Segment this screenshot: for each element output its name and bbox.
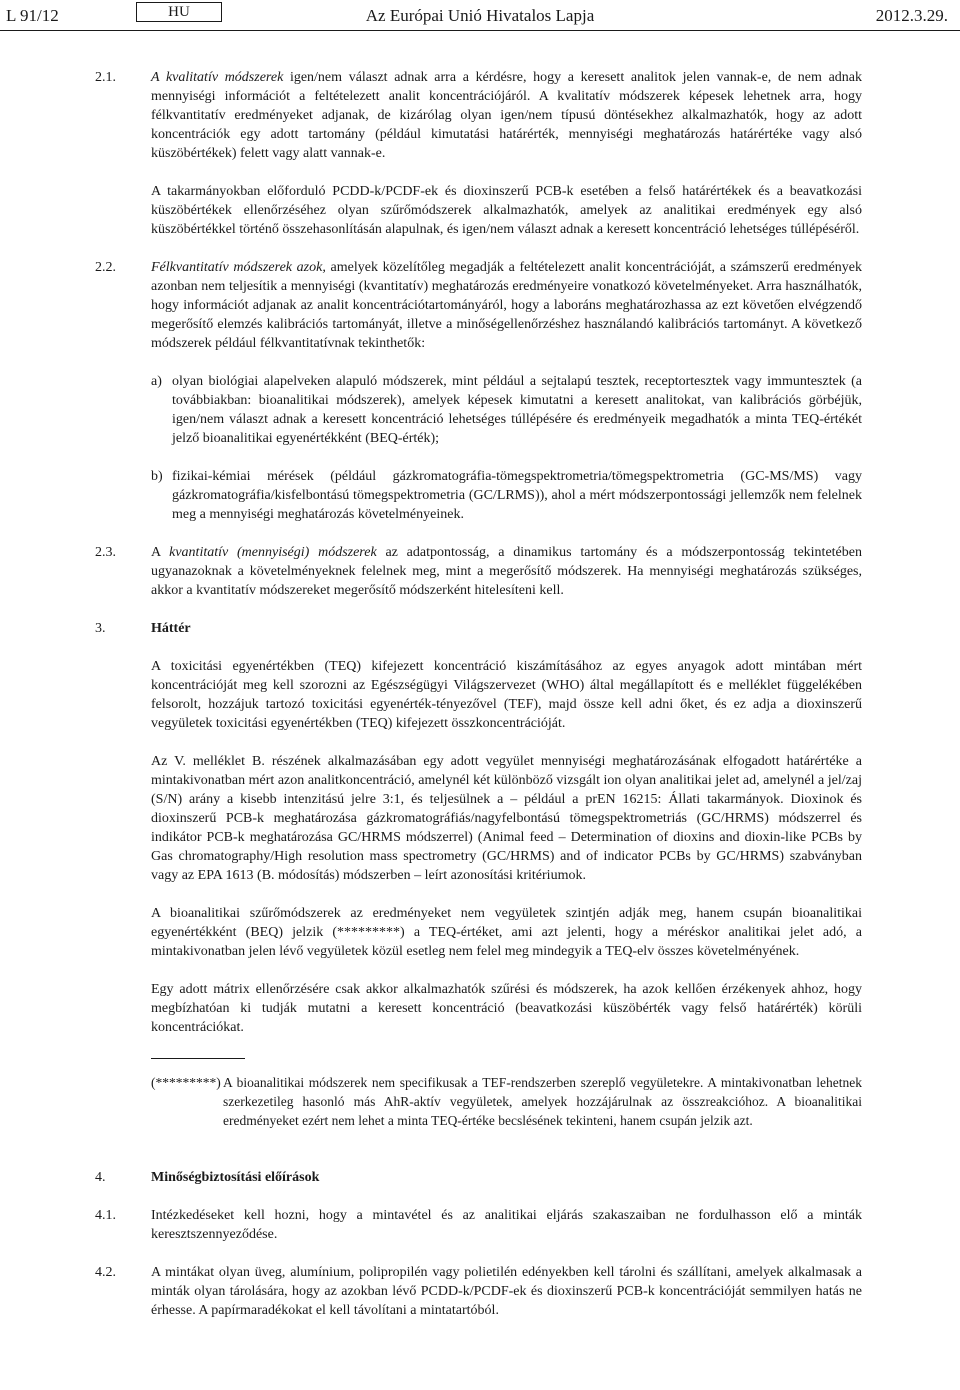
paragraph-text: amelyek közelítőleg megadják a feltételezett analit koncentrációját, a számszerű eredmények azonban nem teljesítik a mennyiségi (kvantitatív) meghatározás eredményeire vonatkozó követelményeket. Arra használhatók, hogy információt adjanak az analit koncentrációtartományáról, hogy a laboráns meghatározhassa az ezt követően elvégzendő megerősítő elemzés kalibrációs tartományát, illetve a minőségellenőrzéshez használandó kalibrációs tartományt. A következő módszerek például félkvantitatívnak tekinthetők:	[151, 260, 862, 351]
document-body	[0, 68, 960, 1320]
publication-date: 2012.3.29.	[875, 6, 948, 25]
list-item-text: olyan biológiai alapelveken alapuló módszerek, mint például a sejtalapú tesztek, receptortesztek vagy immuntesztek (a továbbiakban: bioanalitikai módszerek), amelyek képesek kimutatni a keresett analitokat, van kalibrációs görbéjük, igen/nem választ adnak a keresett koncentráció lehetséges túllépésére és eredményeik megadhatók a minta TEQ-értékét jelző bioanalitikai egyenértékként (BEQ-érték);	[172, 374, 862, 446]
list-item	[151, 467, 960, 524]
journal-title: Az Európai Unió Hivatalos Lapja	[365, 6, 595, 25]
footnote-text: A bioanalitikai módszerek nem specifikusak a TEF-rendszerben szereplő vegyületekre. A mintakivonatban lehetnek szerkezetileg hasonló más AhR-aktív vegyületek, amelyek hozzájárulnak az összreakcióhoz. A bioanalitikai eredményeket ezért nem lehet a minta TEQ-értéke becslésének tekinteni, hanem csupán jelzik azt.	[223, 1075, 862, 1128]
section-number: 4.2.	[95, 1265, 116, 1280]
paragraph: Egy adott mátrix ellenőrzésére csak akkor alkalmazhatók szűrési és módszerek, ha azok kellően érzékenyek ahhoz, hogy megbízhatóan ki tudják mutatni a keresett koncentráció (beavatkozási küszöbérték vagy felső határérték) körüli koncentrációkat.	[151, 982, 862, 1035]
paragraph-text: igen/nem választ adnak arra a kérdésre, hogy a keresett analitok jelen vannak-e, de nem adnak mennyiségi információt a feltételezett analit koncentrációjáról. A kvalitatív módszerek képesek lehetnek arra, hogy félkvantitatív eredményeket adjanak, de kizárólag olyan igen/nem típusú döntésekhez alkalmazhatók, hogy az adott koncentrációk egy adott tartomány (például kimutatási határérték, mennyiségi meghatározás határértéke vagy alsó küszöbértékek) felett vagy alatt vannak-e.	[151, 70, 862, 161]
emphasis-term: Félkvantitatív módszerek azok,	[151, 260, 326, 275]
section-2-2	[0, 258, 960, 524]
section-number: 3.	[95, 621, 106, 636]
paragraph	[151, 258, 862, 353]
section-number: 4.1.	[95, 1208, 116, 1223]
emphasis-term: kvantitatív (mennyiségi) módszerek	[169, 545, 377, 560]
list-item-label: b)	[151, 469, 163, 484]
section-number: 4.	[95, 1170, 106, 1185]
page-header	[0, 0, 960, 32]
section-heading: Minőségbiztosítási előírások	[151, 1170, 320, 1185]
section-number: 2.3.	[95, 545, 116, 560]
paragraph-text: A	[151, 545, 170, 560]
language-badge: HU	[136, 2, 222, 22]
section-number: 2.2.	[95, 260, 116, 275]
footnote-rule	[151, 1058, 245, 1059]
section-2-1	[0, 68, 960, 239]
section-4-2	[0, 1263, 960, 1320]
paragraph: A bioanalitikai szűrőmódszerek az eredményeket nem vegyületek szintjén adják meg, hanem csupán bioanalitikai egyenértékként (BEQ) jelzik (*********) a TEQ-értéket, ami azt jelenti, hogy a méréskor analitikai jelet adó, a mintakivonatban jelen lévő vegyületek közül esetleg nem felel meg mindegyik a TEQ-elv összes követelményének.	[151, 906, 862, 959]
paragraph	[151, 68, 862, 163]
section-3	[0, 619, 960, 1037]
list-item-text: fizikai-kémiai mérések (például gázkromatográfia-tömegspektrometria/tömegspektrometria (GC-MS/MS) vagy gázkromatográfia/kisfelbontású tömegspektrometria (GC/LRMS)), ahol a mért módszerpontossági jellemzők nem felelnek meg a mennyiségi meghatározás követelményeinek.	[172, 469, 862, 522]
section-2-3	[0, 543, 960, 600]
footnote-mark: (*********)	[151, 1075, 221, 1090]
list-item	[151, 372, 960, 448]
paragraph: Az V. melléklet B. részének alkalmazásában egy adott vegyület mennyiségi meghatározásának elfogadott határértéke a mintakivonatban mért azon analitkoncentráció, amelynél két különböző vizsgált ion olyan analitikai jelet ad, amelynél a jel/zaj (S/N) arány a kisebb intenzitású jelre 3:1, és teljesülnek a – például a prEN 16215: Állati takarmányok. Dioxinok és dioxinszerű PCB-k meghatározása gázkromatográfiás/nagyfelbontású tömegspektrometriás (GC/HRMS) módszerrel és indikátor PCB-k meghatározása GC/HRMS módszerrel) (Animal feed – Determination of dioxins and dioxin-like PCBs by Gas chromatography/High resolution mass spectrometry (GC/HRMS) and of indicator PCBs by GC/HRMS) szabványban vagy az EPA 1613 (B. módosítás) módszerben – leírt azonosítási kritériumok.	[151, 754, 862, 883]
section-4	[0, 1168, 960, 1187]
paragraph: A mintákat olyan üveg, alumínium, polipropilén vagy polietilén edényekben kell tárolni és szállítani, amelyek alkalmasak a minták olyan tárolására, hogy az azokban lévő PCDD-k/PCDF-ek és dioxinszerű PCB-k koncentrációját semmilyen hatás ne érhesse. A papírmaradékokat el kell távolítani a mintatartóból.	[151, 1265, 862, 1318]
paragraph: Intézkedéseket kell hozni, hogy a mintavétel és az analitikai eljárás szakaszaiban ne fordulhasson elő a minták keresztszennyeződése.	[151, 1208, 862, 1242]
section-heading: Háttér	[151, 621, 191, 636]
paragraph-text: az adatpontosság, a dinamikus tartomány és a módszerpontosság tekintetében ugyanazoknak a követelményeknek felelnek meg, mint a megerősítő módszerek. Ha mennyiségi meghatározás szükséges, akkor a kvantitatív módszereket megerősítő módszerként hitelesíteni kell.	[151, 545, 862, 598]
paragraph: A takarmányokban előforduló PCDD-k/PCDF-ek és dioxinszerű PCB-k esetében a felső határértékek és a beavatkozási küszöbértékek ellenőrzéséhez olyan szűrőmódszerek alkalmazhatók, amelyek az analitikai eredmények egy alsó küszöbértékkel történő összehasonlításán alapulnak, és igen/nem választ adnak a keresett koncentráció lehetséges túllépéséről.	[151, 184, 862, 237]
page-reference: L 91/12	[6, 6, 59, 25]
footnote	[151, 1073, 960, 1130]
section-number: 2.1.	[95, 70, 116, 85]
paragraph: A toxicitási egyenértékben (TEQ) kifejezett koncentráció kiszámításához az egyes anyagok adott mintában mért koncentrációját meg kell szorozni az Egészségügyi Világszervezet (WHO) által megállapított és e melléklet függelékében felsorolt, hozzájuk tartozó toxicitási egyenérték-tényezővel (TEF), majd össze kell adni őket, és ez adja a dioxinszerű vegyületek toxicitási egyenértékben (TEQ) kifejezett összkoncentrációját.	[151, 659, 862, 731]
header-rule	[0, 30, 960, 31]
section-4-1	[0, 1206, 960, 1244]
list-item-label: a)	[151, 374, 162, 389]
paragraph	[151, 543, 862, 600]
emphasis-term: A kvalitatív módszerek	[151, 70, 284, 85]
